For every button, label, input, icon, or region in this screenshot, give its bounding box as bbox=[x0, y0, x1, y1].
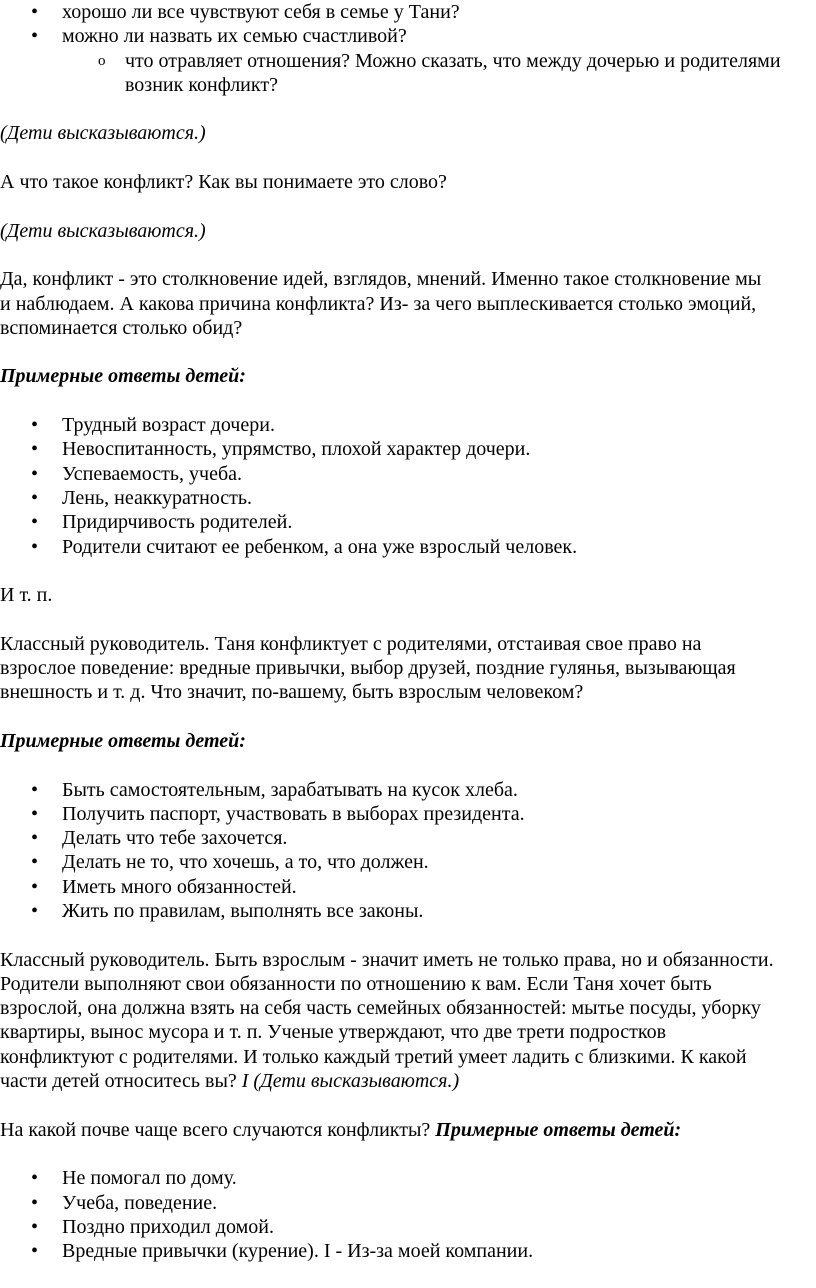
bullet-icon: • bbox=[31, 25, 39, 48]
list-item-text: Делать не то, что хочешь, а то, что должен. bbox=[62, 851, 429, 874]
list-item bbox=[0, 535, 816, 559]
list-item-text: Придирчивость родителей. bbox=[62, 511, 293, 534]
question-list bbox=[0, 0, 816, 97]
paragraph: Да, конфликт - это столкновение идей, взглядов, мнений. Именно такое столкновение мы и наблюдаем. А какова причина конфликта? Из- за чего выплескивается столько эмоций, вспоминается столько обид? bbox=[0, 268, 762, 339]
answers-list bbox=[0, 1166, 816, 1263]
list-item-text: Лень, неаккуратность. bbox=[62, 486, 253, 509]
list-item bbox=[0, 510, 816, 534]
bullet-icon: • bbox=[31, 535, 39, 558]
remark: (Дети высказываются.) bbox=[0, 122, 206, 145]
bullet-icon: • bbox=[31, 414, 39, 437]
answers-list bbox=[0, 413, 816, 559]
paragraph bbox=[0, 1118, 816, 1142]
bullet-icon: • bbox=[31, 851, 39, 874]
list-item-text: Жить по правилам, выполнять все законы. bbox=[62, 899, 424, 922]
list-item bbox=[0, 1215, 816, 1239]
bullet-icon: • bbox=[31, 1167, 39, 1190]
circle-bullet-icon: o bbox=[98, 52, 106, 69]
list-item-text: Вредные привычки (курение). I - Из-за моей компании. bbox=[62, 1240, 534, 1263]
list-item-text: Иметь много обязанностей. bbox=[62, 875, 297, 898]
bullet-icon: • bbox=[31, 486, 39, 509]
answers-list bbox=[0, 778, 816, 924]
list-item bbox=[0, 413, 816, 437]
bullet-icon: • bbox=[31, 802, 39, 825]
list-item-text: Быть самостоятельным, зарабатывать на кусок хлеба. bbox=[62, 778, 518, 801]
list-item bbox=[0, 778, 816, 802]
list-item-text: Успеваемость, учеба. bbox=[62, 462, 243, 485]
bullet-icon: • bbox=[31, 1191, 39, 1214]
list-item-text: что отравляет отношения? Можно сказать, что между дочерью и родителями возник конфликт? bbox=[125, 49, 781, 96]
question: А что такое конфликт? Как вы понимаете это слово? bbox=[0, 171, 447, 194]
list-item bbox=[0, 1239, 816, 1263]
sub-list-item bbox=[0, 49, 816, 98]
section-heading: Примерные ответы детей: bbox=[435, 1118, 682, 1141]
list-item bbox=[0, 462, 816, 486]
paragraph: И т. п. bbox=[0, 584, 53, 607]
section-heading: Примерные ответы детей: bbox=[0, 365, 246, 388]
list-item bbox=[0, 850, 816, 874]
list-item-text: Невоспитанность, упрямство, плохой характер дочери. bbox=[62, 438, 531, 461]
list-item bbox=[0, 486, 816, 510]
bullet-icon: • bbox=[31, 438, 39, 461]
list-item-text: можно ли назвать их семью счастливой? bbox=[62, 25, 407, 48]
paragraph-text: Классный руководитель. Быть взрослым - значит иметь не только права, но и обязанности. Родители выполняют свои обязанности по отношению к вам. Если Таня хочет быть взрослой, она должна взять на себя часть семейных обязанностей: мытье посуды, уборку квартиры, вынос мусора и т. п. Ученые утверждают, что две трети подростков конфликтуют с родителями. И только каждый третий умеет ладить с близкими. К какой части детей относитесь вы? bbox=[0, 948, 774, 1093]
list-item-text: Не помогал по дому. bbox=[62, 1167, 237, 1190]
bullet-icon: • bbox=[31, 899, 39, 922]
bullet-icon: • bbox=[31, 827, 39, 850]
bullet-icon: • bbox=[31, 1215, 39, 1238]
list-item bbox=[0, 1191, 816, 1215]
list-item-text: Учеба, поведение. bbox=[62, 1191, 218, 1214]
paragraph: Классный руководитель. Таня конфликтует с родителями, отстаивая свое право на взрослое поведение: вредные привычки, выбор друзей, поздние гулянья, вызывающая внешность и т. д. Что значит, по-вашему, быть взрослым человеком? bbox=[0, 632, 736, 704]
list-item-text: Делать что тебе захочется. bbox=[62, 827, 288, 850]
list-item bbox=[0, 875, 816, 899]
remark: (Дети высказываются.) bbox=[0, 219, 206, 242]
list-item bbox=[0, 802, 816, 826]
bullet-icon: • bbox=[31, 511, 39, 534]
bullet-icon: • bbox=[31, 875, 39, 898]
list-item-text: Трудный возраст дочери. bbox=[62, 414, 275, 437]
list-item bbox=[0, 437, 816, 461]
list-item-text: Получить паспорт, участвовать в выборах президента. bbox=[62, 802, 525, 825]
bullet-icon: • bbox=[31, 1, 39, 23]
question: На какой почве чаще всего случаются конфликты? bbox=[0, 1118, 436, 1141]
list-item-text: Поздно приходил домой. bbox=[62, 1215, 274, 1238]
section-heading: Примерные ответы детей: bbox=[0, 729, 246, 752]
list-item bbox=[0, 0, 816, 24]
list-item-text: Родители считают ее ребенком, а она уже взрослый человек. bbox=[62, 535, 578, 558]
list-item bbox=[0, 826, 816, 850]
remark: I (Дети высказываются.) bbox=[241, 1070, 460, 1093]
list-item bbox=[0, 24, 816, 48]
list-item bbox=[0, 1166, 816, 1190]
paragraph bbox=[0, 948, 816, 1094]
bullet-icon: • bbox=[31, 1240, 39, 1263]
list-item-text: хорошо ли все чувствуют себя в семье у Тани? bbox=[62, 1, 460, 23]
list-item bbox=[0, 899, 816, 923]
bullet-icon: • bbox=[31, 462, 39, 485]
bullet-icon: • bbox=[31, 778, 39, 801]
